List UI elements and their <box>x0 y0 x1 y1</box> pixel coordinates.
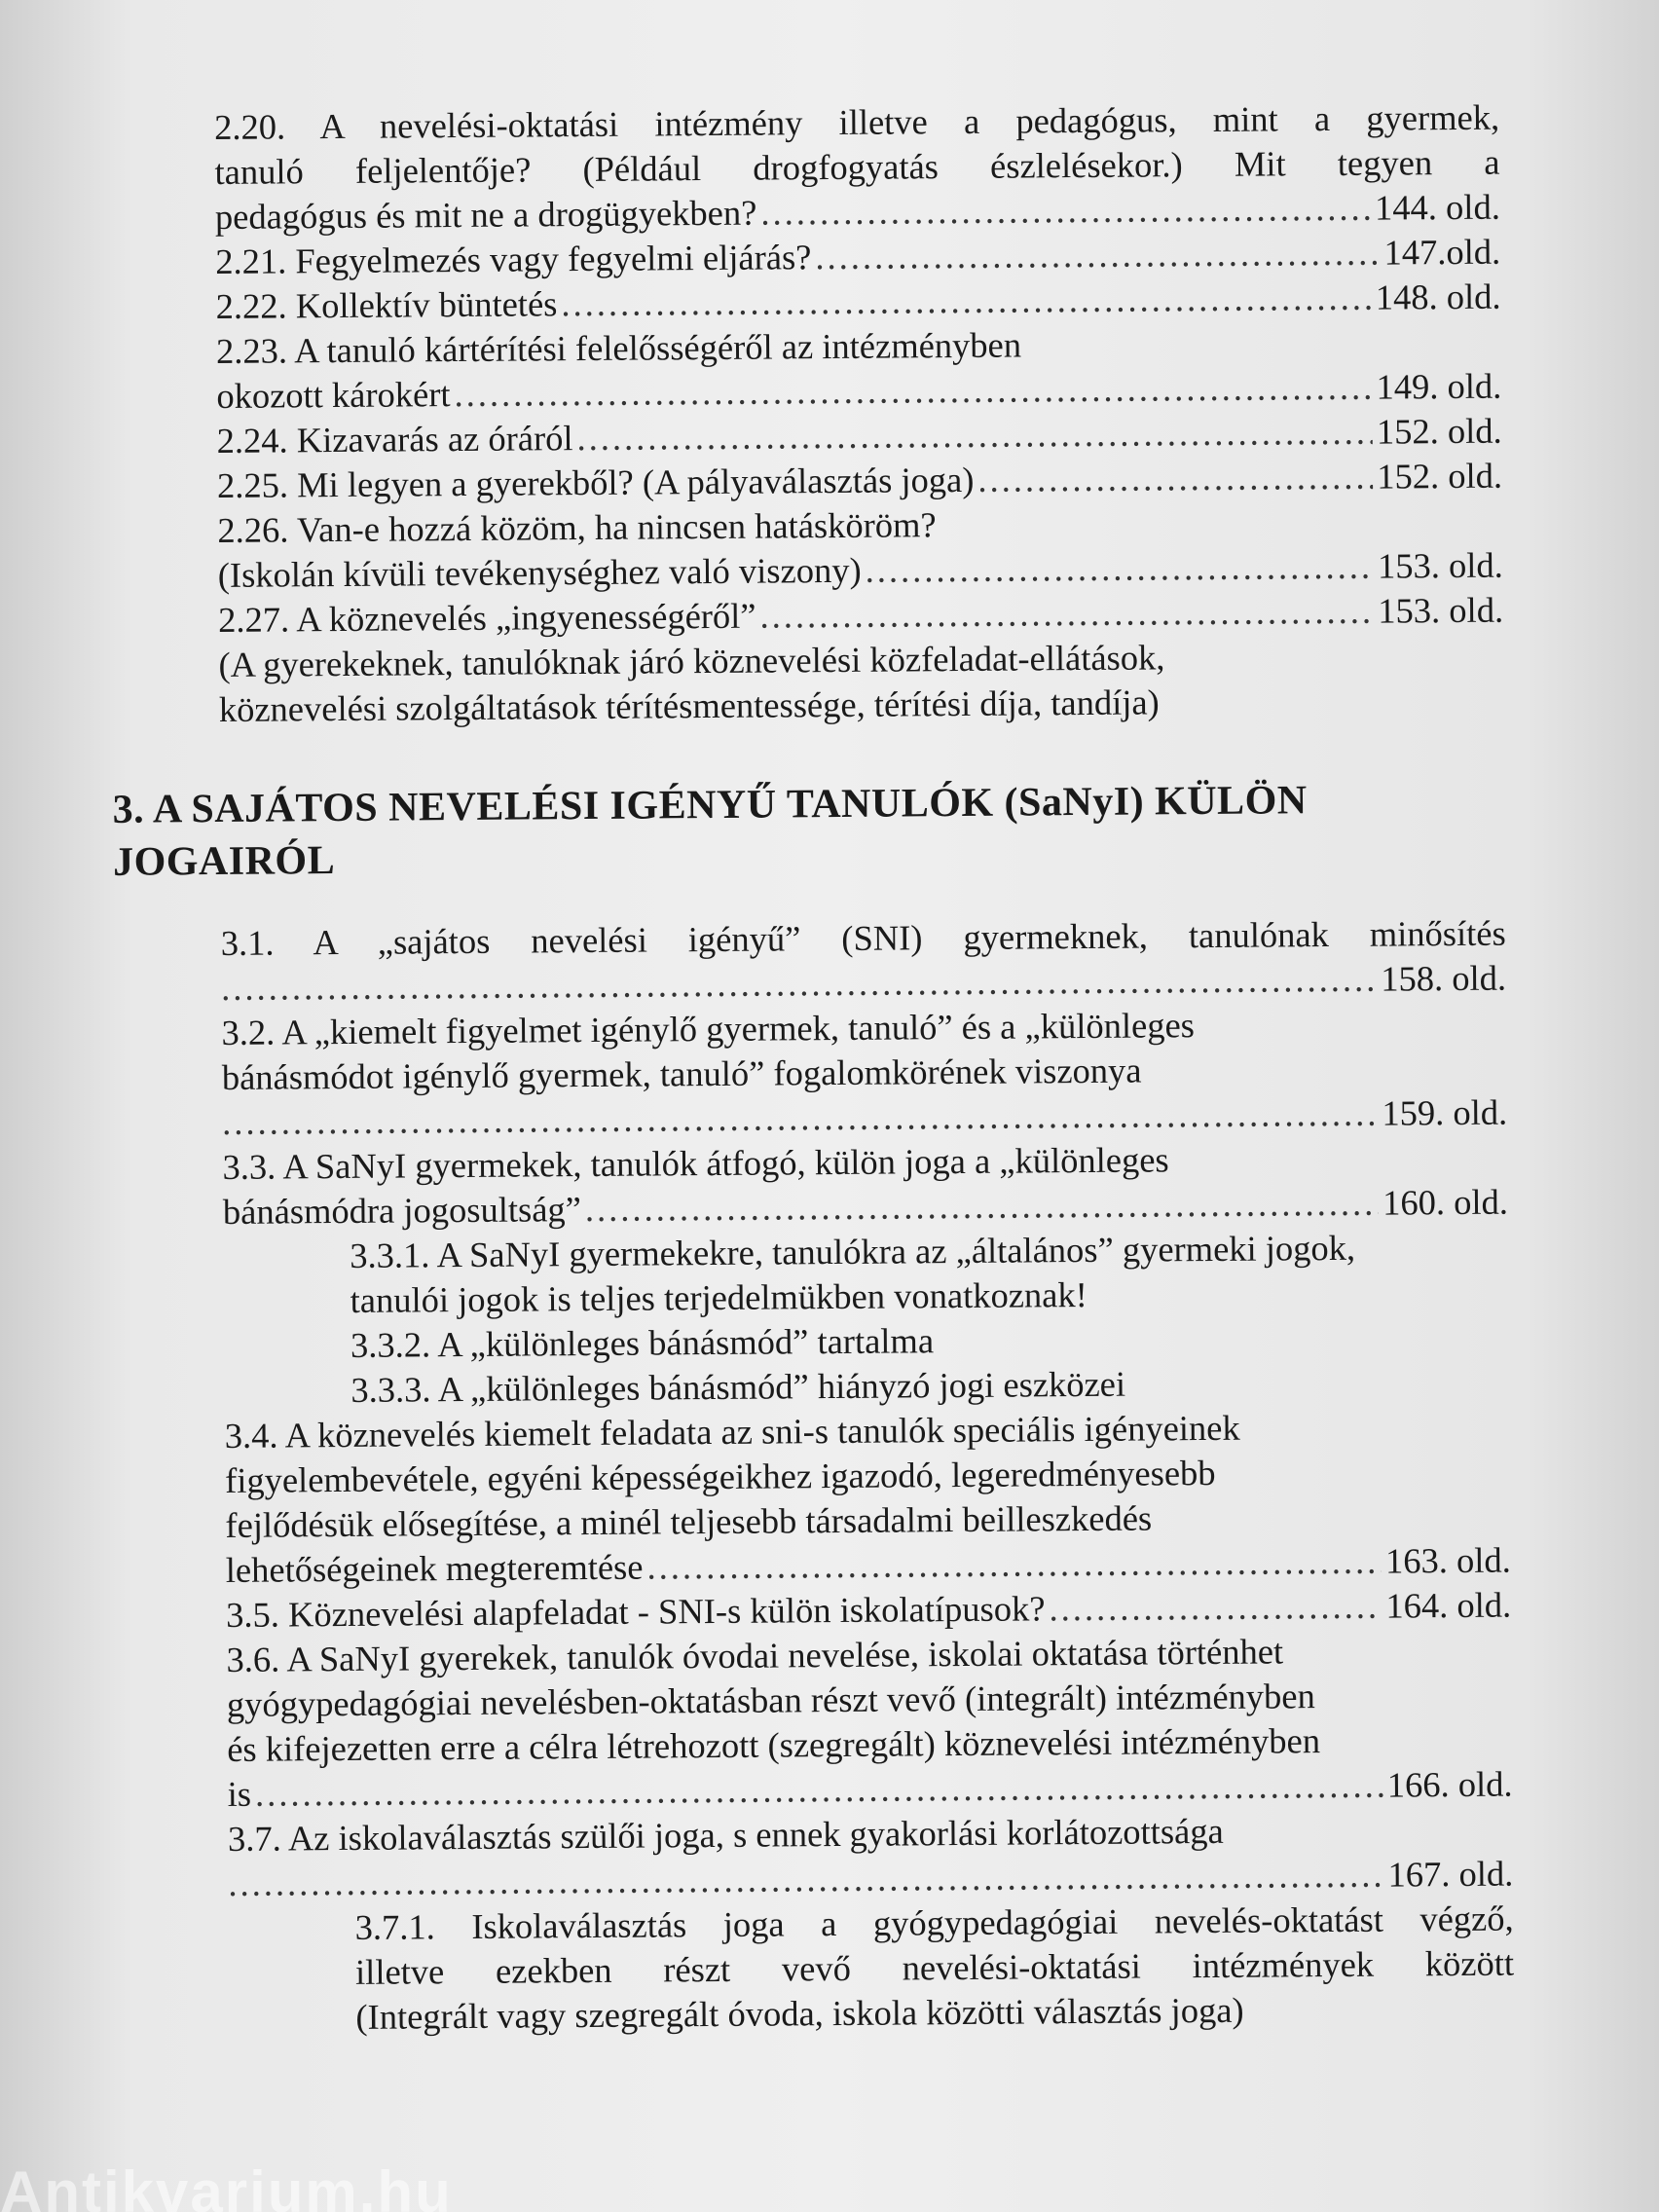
entry-title: okozott károkért <box>216 374 451 416</box>
toc-entry-3-1 <box>221 911 1507 1011</box>
page-number: 160. old. <box>1382 1181 1509 1223</box>
toc-entry-3-2 <box>221 1001 1507 1145</box>
table-of-contents <box>112 95 1515 2041</box>
entry-text-line: 3.7.1. Iskolaválasztás joga a gyógypedagógiai nevelés-oktatást végző, <box>354 1898 1514 1947</box>
entry-text-line: 2.26. Van-e hozzá közöm, ha nincsen hatásköröm? <box>217 504 937 550</box>
entry-text-line: 2.23. A tanuló kártérítési felelősségéről az intézményben <box>215 324 1022 371</box>
entry-title: 2.22. Kollektív büntetés <box>215 283 558 326</box>
entry-title: 2.24. Kizavarás az óráról <box>216 418 573 461</box>
page-number: 167. old. <box>1387 1853 1514 1895</box>
toc-entry-3-3-1 <box>350 1225 1509 1323</box>
dot-leader <box>585 1181 1380 1232</box>
entry-title: 3.5. Köznevelési alapfeladat - SNI-s külön iskolatípusok? <box>226 1588 1046 1635</box>
toc-entry-3-4 <box>225 1404 1511 1593</box>
dot-leader <box>865 544 1374 593</box>
dot-leader <box>222 1091 1379 1145</box>
chapter-heading <box>112 773 1495 889</box>
toc-entry-3-3-2: 3.3.2. A „különleges bánásmód” tartalma <box>350 1320 935 1365</box>
toc-entry-3-7-1 <box>355 1897 1515 2040</box>
toc-entry-3-3-3: 3.3.3. A „különleges bánásmód” hiányzó jogi eszközei <box>350 1363 1126 1410</box>
dot-leader <box>646 1539 1382 1590</box>
entry-text-line: (Integrált vagy szegregált óvoda, iskola közötti választás joga) <box>355 1989 1244 2037</box>
dot-leader <box>759 589 1374 639</box>
page-number: 148. old. <box>1375 276 1501 317</box>
entry-text-line: illetve ezekben részt vevő nevelési-oktatási intézmények között <box>354 1942 1515 1992</box>
entry-text-line: fejlődésük elősegítése, a minél teljesebb társadalmi beilleszkedés <box>225 1497 1153 1545</box>
page-number: 158. old. <box>1381 957 1507 999</box>
entry-note-line: köznevelési szolgáltatások térítésmentessége, térítési díja, tandíja) <box>218 682 1160 729</box>
entry-text-line: 3.6. A SaNyI gyerekek, tanulók óvodai nevelése, iskolai oktatása történhet <box>226 1631 1284 1679</box>
page-number: 159. old. <box>1382 1091 1508 1133</box>
chapter-heading-line: 3. A SAJÁTOS NEVELÉSI IGÉNYŰ TANULÓK (SaNyI) KÜLÖN <box>112 778 1308 832</box>
entry-title: lehetőségeinek megteremtése <box>225 1546 644 1590</box>
entry-text-line: 3.3.1. A SaNyI gyermekekre, tanulókra az „általános” gyermeki jogok, <box>350 1227 1356 1275</box>
dot-leader <box>561 276 1372 327</box>
entry-text-line: bánásmódot igénylő gyermek, tanuló” fogalomkörének viszonya <box>221 1050 1142 1097</box>
dot-leader <box>977 455 1373 502</box>
toc-entry-3-3 <box>222 1135 1508 1235</box>
entry-title: is <box>227 1773 252 1814</box>
entry-text-line: tanuló feljelentője? (Például drogfogyatás észlelésekor.) Mit tegyen a <box>214 141 1500 192</box>
entry-note-line: (A gyerekeknek, tanulóknak járó köznevelési közfeladat-ellátások, <box>218 637 1165 684</box>
entry-text-line: és kifejezetten erre a célra létrehozott (szegregált) köznevelési intézményben <box>227 1720 1321 1769</box>
entry-text-line: 3.2. A „kiemelt figyelmet igénylő gyermek, tanuló” és a „különleges <box>221 1005 1196 1052</box>
page-number: 166. old. <box>1386 1763 1513 1805</box>
page-number: 153. old. <box>1378 589 1504 631</box>
toc-entry-2-20 <box>214 95 1500 240</box>
entry-title: 2.27. A köznevelés „ingyenességéről” <box>217 595 756 640</box>
entry-title: pedagógus és mit ne a drogügyekben? <box>214 192 757 237</box>
toc-entry-3-7 <box>228 1807 1514 1906</box>
dot-leader <box>815 231 1381 280</box>
page-number: 149. old. <box>1376 365 1502 407</box>
entry-text-line: 3.3. A SaNyI gyermekek, tanulók átfogó, külön joga a „különleges <box>222 1139 1169 1187</box>
entry-title: bánásmódra jogosultság” <box>222 1189 582 1232</box>
toc-entry-2-27 <box>218 588 1504 732</box>
watermark: Antikvarium.hu <box>0 2159 453 2212</box>
entry-text-line: tanulói jogok is teljes terjedelmükben vonatkoznak! <box>350 1273 1088 1320</box>
dot-leader <box>454 365 1372 417</box>
toc-entry-3-6 <box>226 1628 1512 1817</box>
page-number: 147.old. <box>1383 231 1501 273</box>
entry-text-line: 3.4. A köznevelés kiemelt feladata az sni-s tanulók speciális igényeinek <box>224 1407 1240 1456</box>
entry-title: (Iskolán kívüli tevékenységhez való viszony) <box>217 549 862 595</box>
page-number: 144. old. <box>1374 186 1501 228</box>
dot-leader <box>576 410 1373 461</box>
page-number: 164. old. <box>1385 1584 1512 1626</box>
toc-entry-2-26 <box>217 498 1503 598</box>
entry-text-line: 2.20. A nevelési-oktatási intézmény illetve a pedagógus, mint a gyermek, <box>214 96 1500 147</box>
chapter-heading-line: JOGAIRÓL <box>112 838 336 885</box>
page-number: 152. old. <box>1376 410 1502 452</box>
entry-title: 2.21. Fegyelmezés vagy fegyelmi eljárás? <box>215 237 812 281</box>
page-number: 153. old. <box>1377 544 1503 586</box>
dot-leader <box>221 957 1378 1011</box>
toc-entry-2-23 <box>216 319 1502 419</box>
entry-title: 2.25. Mi legyen a gyerekből? (A pályaválasztás joga) <box>216 459 975 505</box>
entry-text-line: figyelembevétele, egyéni képességeikhez igazodó, legeredményesebb <box>224 1452 1216 1500</box>
entry-text-line: 3.7. Az iskolaválasztás szülői joga, s ennek gyakorlási korlátozottsága <box>227 1810 1224 1859</box>
page-number: 163. old. <box>1384 1539 1511 1581</box>
dot-leader <box>1049 1584 1382 1632</box>
entry-text-line: 3.1. A „sajátos nevelési igényű” (SNI) gyermeknek, tanulónak minősítés <box>220 912 1506 963</box>
entry-text-line: gyógypedagógiai nevelésben-oktatásban részt vevő (integrált) intézményben <box>226 1676 1315 1724</box>
page-number: 152. old. <box>1377 455 1503 497</box>
dot-leader <box>760 186 1371 236</box>
